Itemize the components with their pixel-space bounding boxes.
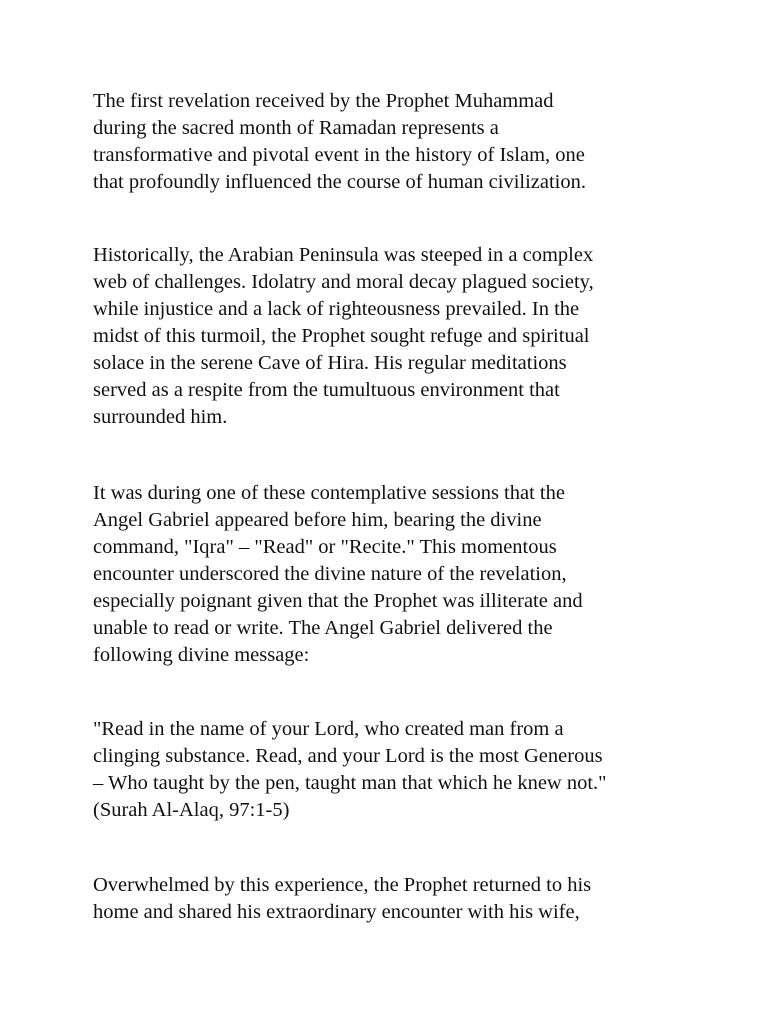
text-line: home and shared his extraordinary encounter with his wife, (93, 901, 580, 923)
text-line: transformative and pivotal event in the history of Islam, one (93, 144, 585, 166)
paragraph-return-home (93, 872, 693, 926)
text-line: unable to read or write. The Angel Gabriel delivered the (93, 617, 553, 639)
text-line: encounter underscored the divine nature of the revelation, (93, 563, 567, 585)
text-line: solace in the serene Cave of Hira. His regular meditations (93, 352, 567, 374)
text-line: clinging substance. Read, and your Lord is the most Generous (93, 745, 603, 767)
text-line: during the sacred month of Ramadan represents a (93, 117, 499, 139)
paragraph-historical-context (93, 242, 693, 431)
text-line: midst of this turmoil, the Prophet sought refuge and spiritual (93, 325, 590, 347)
text-line: especially poignant given that the Prophet was illiterate and (93, 590, 583, 612)
text-line: served as a respite from the tumultuous environment that (93, 379, 560, 401)
text-line: web of challenges. Idolatry and moral decay plagued society, (93, 271, 594, 293)
text-line: Overwhelmed by this experience, the Prophet returned to his (93, 874, 592, 896)
paragraph-quranic-quote (93, 716, 693, 824)
text-line: surrounded him. (93, 406, 228, 428)
text-line: Angel Gabriel appeared before him, bearing the divine (93, 509, 542, 531)
text-line: – Who taught by the pen, taught man that which he knew not." (93, 772, 607, 794)
text-line: Historically, the Arabian Peninsula was steeped in a complex (93, 244, 594, 266)
text-line: command, "Iqra" – "Read" or "Recite." This momentous (93, 536, 557, 558)
paragraph-angel-gabriel (93, 480, 693, 669)
text-line: while injustice and a lack of righteousness prevailed. In the (93, 298, 580, 320)
text-line: following divine message: (93, 644, 310, 666)
text-line: It was during one of these contemplative sessions that the (93, 482, 565, 504)
text-line: The first revelation received by the Prophet Muhammad (93, 90, 554, 112)
text-line: that profoundly influenced the course of human civilization. (93, 171, 586, 193)
paragraph-first-revelation (93, 88, 693, 196)
text-line: (Surah Al-Alaq, 97:1-5) (93, 799, 290, 821)
text-line: "Read in the name of your Lord, who created man from a (93, 718, 564, 740)
